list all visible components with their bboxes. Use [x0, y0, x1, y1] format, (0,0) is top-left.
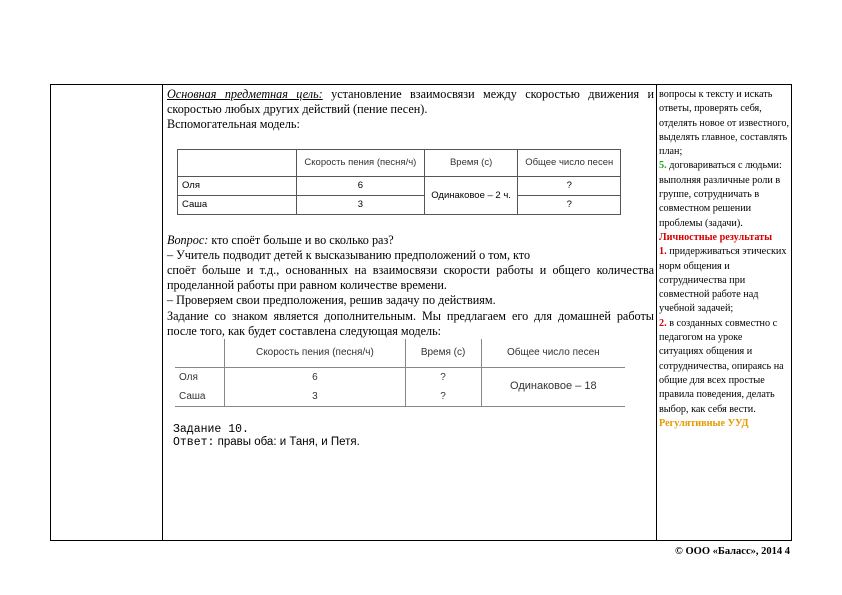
- table1-cell-total: ?: [518, 176, 621, 195]
- paragraph: Задание со знаком является дополнительным. Мы предлагаем его для домашней работы после того, как будет составлена следующая модель:: [167, 308, 654, 338]
- item-number: 2.: [659, 317, 667, 329]
- task-title: Задание 10.: [173, 423, 249, 437]
- table2-cell-name: Саша: [175, 387, 225, 407]
- question-paragraph: [167, 233, 654, 248]
- personal-results-title: Личностные результаты: [659, 231, 773, 243]
- homework-model-table: [175, 339, 625, 409]
- goal-label: Основная предметная цель:: [167, 87, 323, 101]
- regulatory-title: Регулятивные УУД: [659, 417, 749, 429]
- table1-header-empty: [178, 149, 297, 176]
- question-label: Вопрос:: [167, 232, 209, 247]
- goal-text: установление взаимосвязи между скоростью движения и скоростью любых других действий (пение песен).: [167, 87, 654, 117]
- auxiliary-model-table: [177, 149, 621, 215]
- table1-cell-speed: 6: [297, 176, 425, 195]
- table2-cell-name: Оля: [175, 368, 225, 388]
- table1-header-total: Общее число песен: [518, 149, 621, 176]
- right-text: в созданных совместно с педагогом на уроке ситуациях общения и сотрудничества, опираясь на общие для всех простые правила поведения, делать выбор, как себя вести.: [659, 317, 784, 415]
- goal-paragraph: [167, 87, 654, 117]
- table2-cell-speed: 6: [225, 368, 405, 388]
- task-answer-label: Ответ:: [173, 436, 215, 450]
- column-divider-left: [162, 85, 163, 540]
- column-divider-right: [656, 85, 657, 540]
- copyright-footer: © ООО «Баласс», 2014 4: [675, 546, 790, 557]
- table2-header-total: Общее число песен: [481, 339, 625, 368]
- table1-header-time: Время (с): [424, 149, 518, 176]
- table-row: [175, 368, 625, 388]
- table2-cell-speed: 3: [225, 387, 405, 407]
- table2-header-time: Время (с): [405, 339, 481, 368]
- right-text: договариваться с людьми: выполняя различные роли в группе, сотрудничать в совместном решении проблемы (задачи).: [659, 160, 782, 229]
- table-row: [178, 176, 621, 195]
- aux-model-title: Вспомогательная модель:: [167, 117, 300, 132]
- table1-cell-name: Оля: [178, 176, 297, 195]
- table1-cell-time-merged: Одинаковое – 2 ч.: [424, 176, 518, 214]
- task-answer-text: правы оба: и Таня, и Петя.: [214, 436, 360, 449]
- paragraph: – Проверяем свои предположения, решив задачу по действиям.: [167, 293, 496, 308]
- table2-cell-time: ?: [405, 387, 481, 407]
- table1-cell-speed: 3: [297, 195, 425, 214]
- table1-cell-total: ?: [518, 195, 621, 214]
- paragraph: – Учитель подводит детей к высказыванию предположений о том, кто: [167, 247, 531, 262]
- question-text: кто споёт больше и во сколько раз?: [208, 232, 394, 247]
- table2-cell-total-merged: Одинаковое – 18: [510, 380, 597, 393]
- table1-cell-name: Саша: [178, 195, 297, 214]
- table2-header-empty: [175, 339, 225, 368]
- right-text: вопросы к тексту и искать ответы, проверять себя, отделять новое от известного, выделять главное, составлять план;: [659, 89, 790, 158]
- item-number: 5.: [659, 160, 667, 172]
- table2-header-speed: Скорость пения (песня/ч): [225, 339, 405, 368]
- right-text: придерживаться этических норм общения и сотрудничества при совместной работе над учебной задачей;: [659, 246, 787, 315]
- lesson-table: [50, 84, 792, 541]
- task-answer: [173, 436, 654, 449]
- right-column-cell: [659, 88, 789, 431]
- paragraph: спoёт больше и т.д., основанных на взаимосвязи скорости работы и общего количества проделанной работы при равном количестве времени.: [167, 263, 654, 293]
- table2-cell-time: ?: [405, 368, 481, 388]
- main-content-cell: [167, 87, 654, 449]
- task-block: [173, 423, 654, 449]
- item-number: 1.: [659, 246, 667, 258]
- table-row: [178, 195, 621, 214]
- table1-header-speed: Скорость пения (песня/ч): [297, 149, 425, 176]
